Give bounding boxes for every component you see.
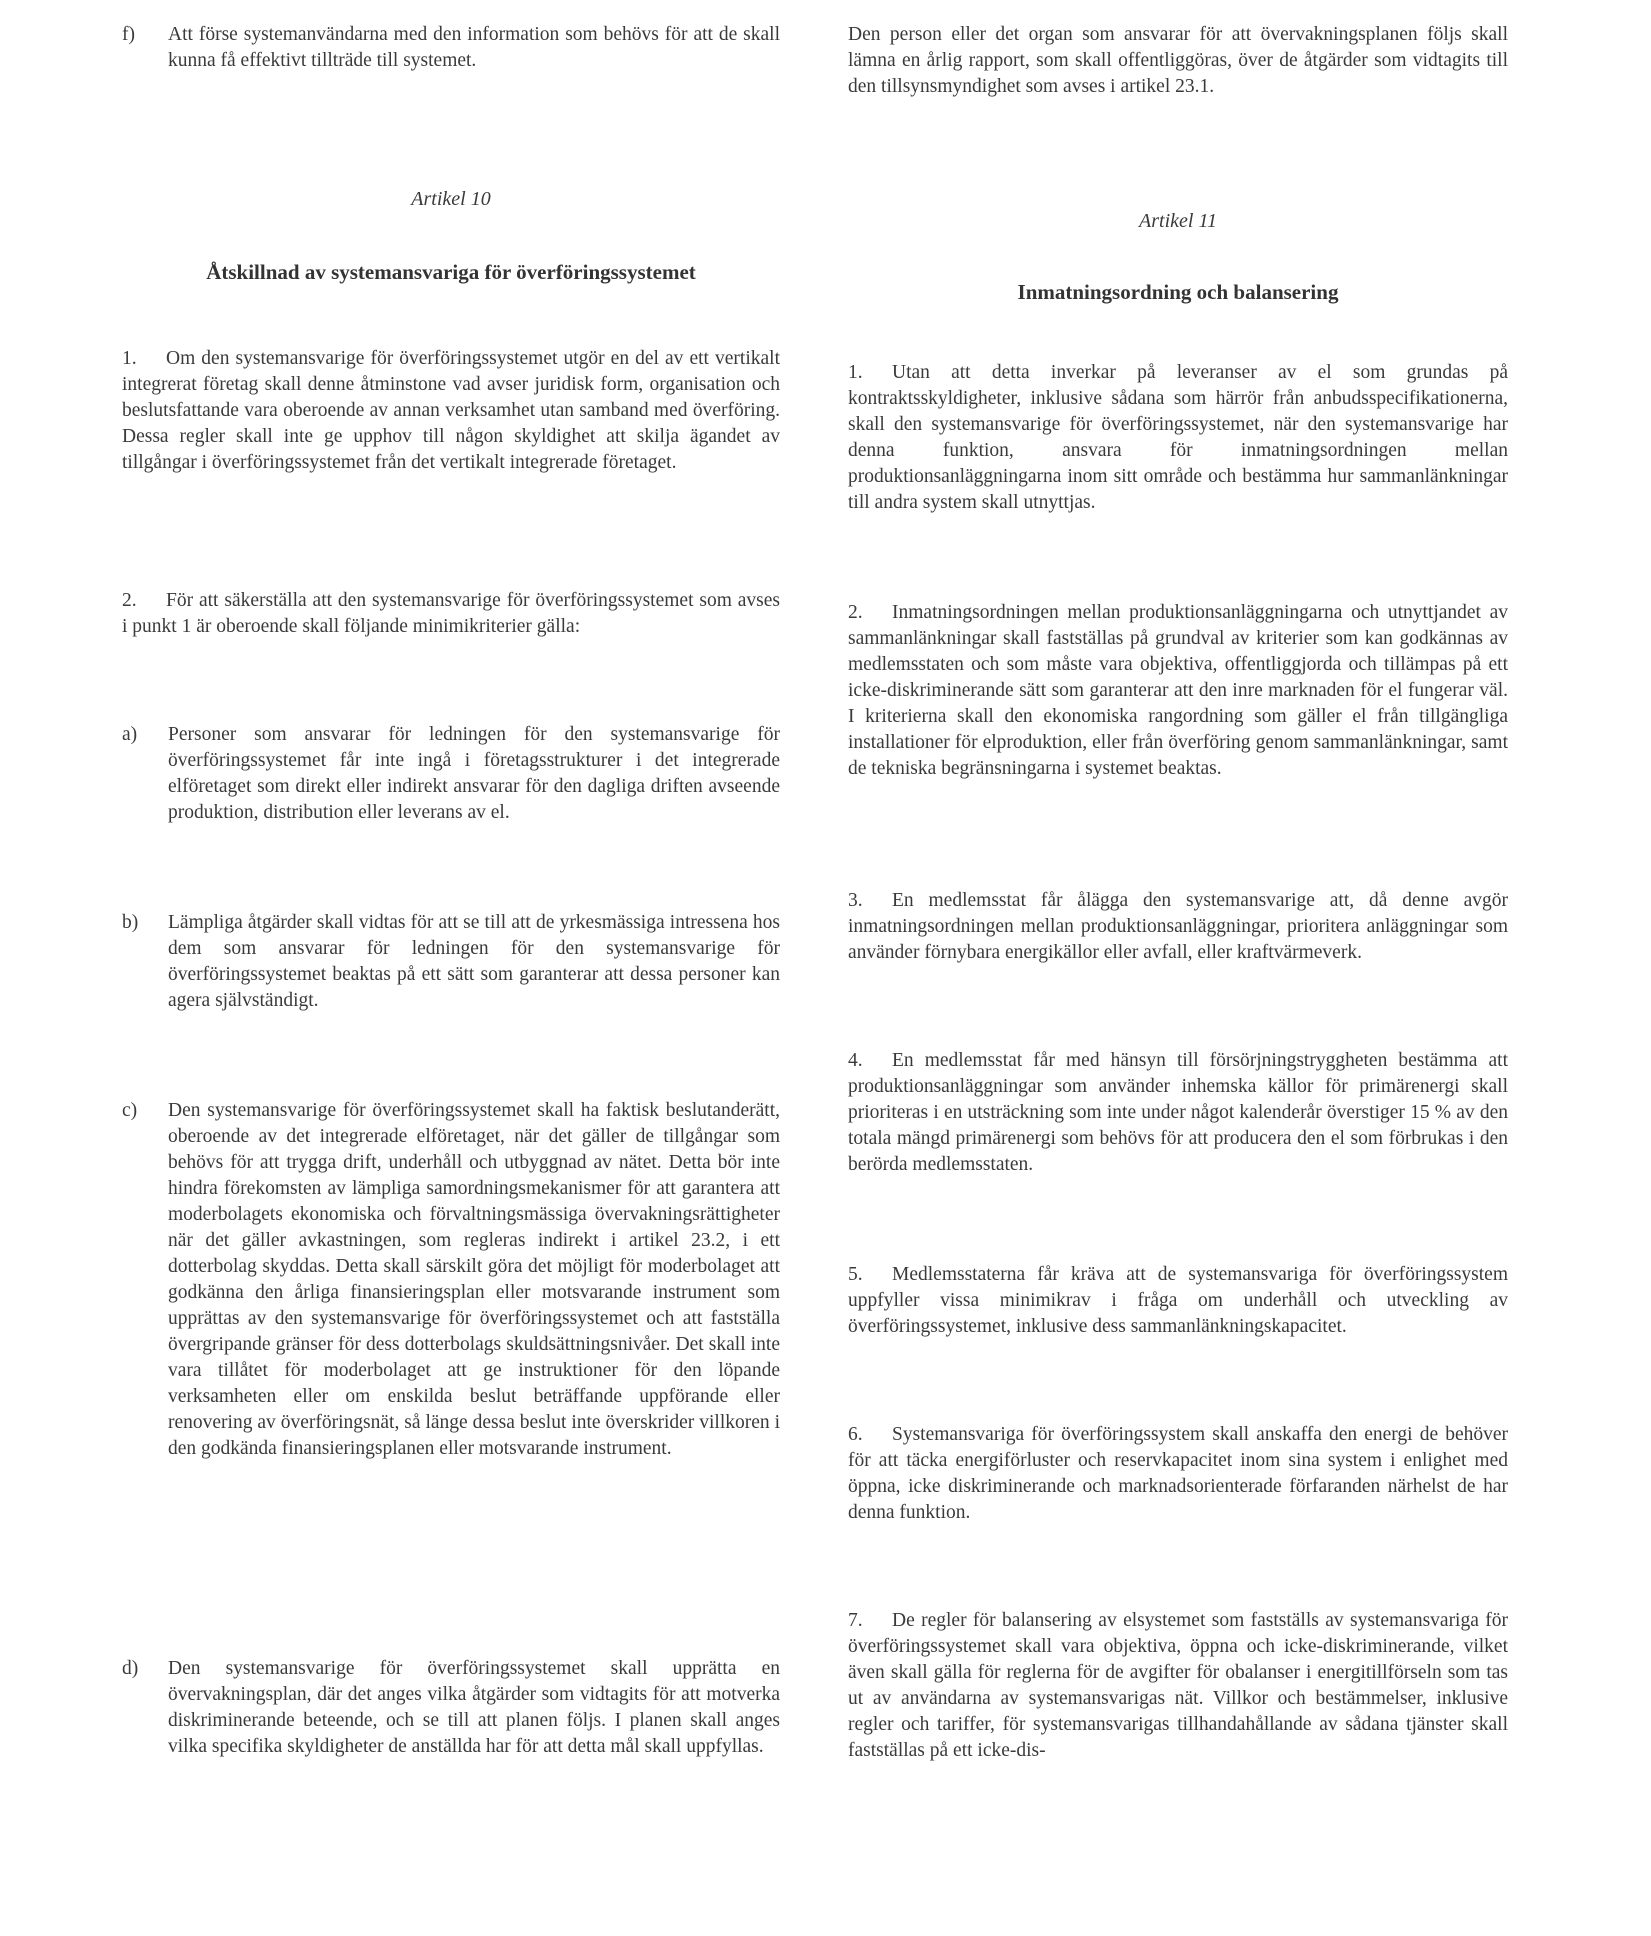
paragraph-number: 1. [848, 362, 863, 383]
article-11-title: Inmatningsordning och balansering [1017, 280, 1339, 304]
paragraph-number: 1. [122, 348, 137, 369]
article-11-paragraph-2 [848, 600, 1508, 782]
paragraph-text: Medlemsstaterna får kräva att de systemansvariga för överföringssystem uppfyller vissa minimikrav i fråga om underhåll och utveckling av överföringssystemet, inklusive dess sammanlänkningskapacitet. [848, 1264, 1508, 1337]
paragraph-number: 6. [848, 1424, 863, 1445]
article-11-paragraph-1 [848, 360, 1508, 516]
item-text: Lämpliga åtgärder skall vidtas för att se till att de yrkesmässiga intressena hos dem som ansvarar för ledningen för den systemansvarige för överföringssystemet beaktas på ett sätt som garanterar att dessa personer kan agera självständigt. [168, 912, 780, 1011]
paragraph-number: 2. [122, 590, 137, 611]
paragraph-text: För att säkerställa att den systemansvarige för överföringssystemet som avses i punkt 1 är oberoende skall följande minimikriterier gälla: [122, 590, 780, 637]
list-item-f [122, 22, 780, 74]
list-item-c [122, 1098, 780, 1462]
paragraph-text: En medlemsstat får ålägga den systemansvarige att, då denne avgör inmatningsordningen mellan produktionsanläggningar, prioritera anläggningar som använder förnybara energikällor eller avfall, eller kraftvärmeverk. [848, 890, 1508, 963]
item-text: Den systemansvarige för överföringssystemet skall ha faktisk beslutanderätt, oberoende av det integrerade elföretaget, när det gäller de tillgångar som behövs för att trygga drift, underhåll och utbyggnad av nätet. Detta bör inte hindra förekomsten av lämpliga samordningsmekanismer för att garantera att moderbolagets ekonomiska och förvaltningsmässiga övervakningsrättigheter när det gäller avkastningen, som regleras indirekt i artikel 23.2, i ett dotterbolag skyddas. Detta skall särskilt göra det möjligt för moderbolaget att godkänna den årliga finansieringsplan eller motsvarande instrument som upprättas av den systemansvarige för överföringssystemet och att fastställa övergripande gränser för dess dotterbolags skuldsättningsnivåer. Det skall inte vara tillåtet för moderbolaget att ge instruktioner för den löpande verksamheten eller om enskilda beslut beträffande uppförande eller renovering av överföringsnät, så länge dessa beslut inte överskrider villkoren i den godkända finansieringsplanen eller motsvarande instrument. [168, 1100, 780, 1459]
paragraph-text: Inmatningsordningen mellan produktionsanläggningarna och utnyttjandet av sammanlänkningar skall fastställas på grundval av kriterier som kan godkännas av medlemsstaten och som måste vara objektiva, offentliggjorda och tillämpas på ett icke-diskriminerande sätt som garanterar att den inre marknaden för el fungerar väl. I kriterierna skall den ekonomiska rangordning som gäller el från tillgängliga installationer för elproduktion, eller från överföring genom sammanlänkningar, samt de tekniska begränsningarna i systemet beaktas. [848, 602, 1508, 779]
paragraph-number: 7. [848, 1610, 863, 1631]
article-10-paragraph-2 [122, 588, 780, 640]
article-11-paragraph-3 [848, 888, 1508, 966]
item-text: Att förse systemanvändarna med den information som behövs för att de skall kunna få effektivt tillträde till systemet. [168, 24, 780, 71]
item-text: Den systemansvarige för överföringssystemet skall upprätta en övervakningsplan, där det anges vilka åtgärder som vidtagits för att motverka diskriminerande beteende, och se till att planen följs. I planen skall anges vilka specifika skyldigheter de anställda har för att detta mål skall uppfyllas. [168, 1658, 780, 1757]
list-item-b [122, 910, 780, 1014]
paragraph-text: Utan att detta inverkar på leveranser av el som grundas på kontraktsskyldigheter, inklusive sådana som härrör från anbudsspecifikationerna, skall den systemansvarige för överföringssystemet, när den systemansvarige har denna funktion, ansvara för inmatningsordningen mellan produktionsanläggningarna inom sitt område och bestämma hur sammanlänkningar till andra system skall utnyttjas. [848, 362, 1508, 513]
article-11-paragraph-7 [848, 1608, 1508, 1764]
paragraph-number: 3. [848, 890, 863, 911]
item-text: Personer som ansvarar för ledningen för den systemansvarige för överföringssystemet får inte ingå i företagsstrukturer i det integrerade elföretaget som direkt eller indirekt ansvarar för den dagliga driften avseende produktion, distribution eller leverans av el. [168, 724, 780, 823]
paragraph-text: Systemansvariga för överföringssystem skall anskaffa den energi de behöver för att täcka energiförluster och reservkapacitet inom sina system i enlighet med öppna, icke diskriminerande och marknadsorienterade förfaranden närhelst de har denna funktion. [848, 1424, 1508, 1523]
article-10-heading: Artikel 10 [411, 188, 491, 210]
paragraph-text: Om den systemansvarige för överföringssystemet utgör en del av ett vertikalt integrerat företag skall denne åtminstone vad avser juridisk form, organisation och beslutsfattande vara oberoende av annan verksamhet utan samband med överföring. Dessa regler skall inte ge upphov till någon skyldighet att skilja ägandet av tillgångar i överföringssystemet från det vertikalt integrerade företaget. [122, 348, 780, 473]
paragraph-number: 2. [848, 602, 863, 623]
item-label: b) [122, 912, 139, 933]
list-item-d [122, 1656, 780, 1760]
item-label: d) [122, 1658, 139, 1679]
paragraph-text: En medlemsstat får med hänsyn till försörjningstryggheten bestämma att produktionsanläggningar som använder inhemska källor för primärenergi skall prioriteras i en utsträckning som inte under något kalenderår överstiger 15 % av den totala mängd primärenergi som behövs för att producera den el som förbrukas i den berörda medlemsstaten. [848, 1050, 1508, 1175]
article-11-paragraph-6 [848, 1422, 1508, 1526]
paragraph-text: De regler för balansering av elsystemet som fastställs av systemansvariga för överföringssystemet skall vara objektiva, öppna och icke-diskriminerande, vilket även skall gälla för reglerna för de avgifter för obalanser i energitillförseln som tas ut av användarna av systemansvarigas nät. Villkor och bestämmelser, inklusive regler och tariffer, för systemansvarigas tillhandahållande av sådana tjänster skall fastställas på ett icke-dis- [848, 1610, 1508, 1761]
item-label: f) [122, 24, 135, 45]
article-11-paragraph-4 [848, 1048, 1508, 1178]
paragraph-number: 4. [848, 1050, 863, 1071]
item-label: a) [122, 724, 138, 745]
continued-text: Den person eller det organ som ansvarar för att övervakningsplanen följs skall lämna en årlig rapport, som skall offentliggöras, över de åtgärder som vidtagits till den tillsynsmyndighet som avses i artikel 23.1. [848, 24, 1508, 97]
list-item-a [122, 722, 780, 826]
paragraph-number: 5. [848, 1264, 863, 1285]
item-label: c) [122, 1100, 138, 1121]
article-10-paragraph-1 [122, 346, 780, 476]
article-11-paragraph-5 [848, 1262, 1508, 1340]
article-11-heading: Artikel 11 [1139, 210, 1217, 232]
article-10-title: Åtskillnad av systemansvariga för överföringssystemet [206, 260, 696, 284]
